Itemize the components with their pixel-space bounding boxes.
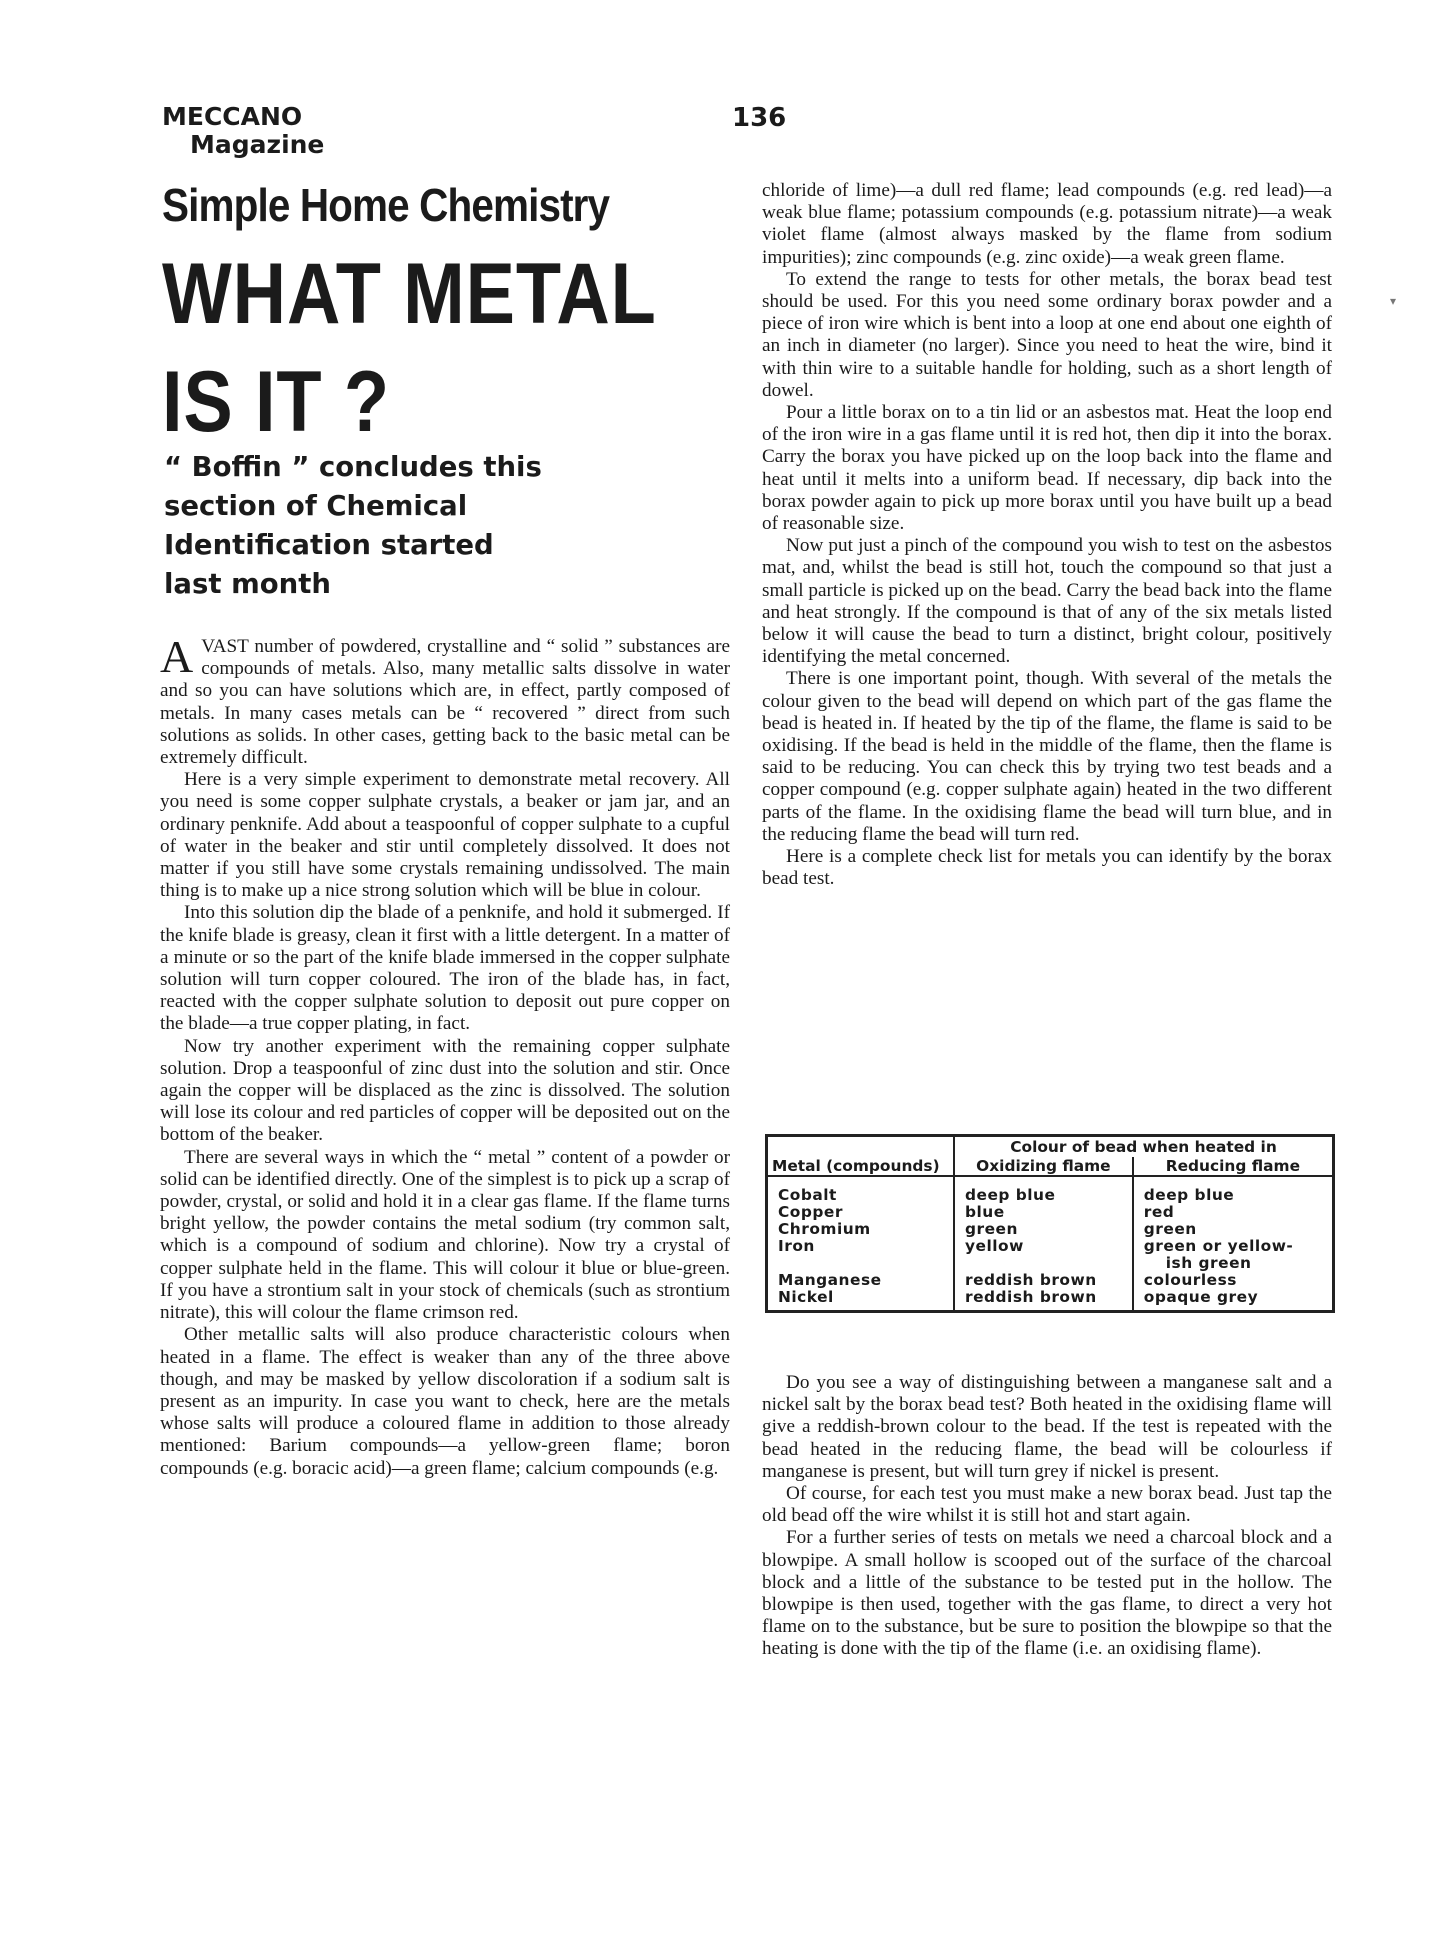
reducing-cell: green or yellow-: [1143, 1237, 1294, 1255]
paragraph: There is one important point, though. With several of the metals the colour given to the bead will depend on which part of the gas flame the bead is heated in. If heated by the tip of the flame, the flame is said to be oxidising. If the bead is held in the middle of the flame, then the flame is said to be reducing. You can check this by trying two test beads and a copper compound (e.g. copper sulphate again) heated in the two different parts of the flame. In the oxidising flame the bead will turn blue, and in the reducing flame the bead will turn red.: [762, 668, 1332, 845]
paragraph: Pour a little borax on to a tin lid or an asbestos mat. Heat the loop end of the iron wire in a gas flame until it is red hot, then dip it into the borax. Carry the borax you have picked up on the loop back into the flame and heat until it melts into a uniform bead. If necessary, dip back into the borax powder again to pick up more borax until you have built up a bead of reasonable size.: [762, 402, 1332, 535]
metal-cell: Cobalt: [778, 1186, 837, 1204]
oxidizing-cell: [965, 1255, 1128, 1272]
reducing-column: [1133, 1176, 1332, 1310]
paragraph-text: VAST number of powdered, crystalline and “ solid ” substances are compounds of metals. Also, many metallic salts dissolve in water and so you can have solutions which are, in effect, partly composed of metals. In many cases metals can be “ recovered ” direct from such solutions as solids. In other cases, getting back to the basic metal can be extremely difficult.: [160, 636, 730, 769]
metal-cell: Copper: [778, 1203, 843, 1221]
paragraph: Here is a complete check list for metals you can identify by the borax bead test.: [762, 846, 1332, 890]
borax-bead-table: [765, 1134, 1335, 1313]
paragraph: [160, 631, 730, 769]
masthead: [162, 103, 324, 159]
header-colour-span: Colour of bead when heated in: [1010, 1138, 1277, 1156]
reducing-cell: opaque grey: [1143, 1288, 1259, 1306]
reducing-cell: green: [1143, 1220, 1197, 1238]
paragraph: Now try another experiment with the remaining copper sulphate solution. Drop a teaspoonful of zinc dust into the solution and stir. Once again the copper will be displaced as the zinc is dissolved. The solution will lose its colour and red particles of copper will be deposited out on the bottom of the beaker.: [160, 1035, 730, 1146]
left-column: [160, 631, 730, 1480]
reducing-cell: deep blue: [1143, 1186, 1235, 1204]
paragraph: For a further series of tests on metals we need a charcoal block and a blowpipe. A small hollow is scooped out of the surface of the charcoal block and a little of the substance to be tested put in the hollow. The blowpipe is then used, together with the gas flame, to direct a very hot flame on to the substance, but be sure to position the blowpipe so that the heating is done with the tip of the flame (i.e. an oxidising flame).: [762, 1527, 1332, 1660]
paragraph: Into this solution dip the blade of a penknife, and hold it submerged. If the knife blade is greasy, clean it first with a little detergent. In a matter of a minute or so the part of the knife blade immersed in the copper sulphate solution will turn copper coloured. The iron of the blade has, in fact, reacted with the copper sulphate solution to deposit out pure copper on the blade—a true copper plating, in fact.: [160, 902, 730, 1035]
headline-line-2: IS IT ?: [162, 354, 390, 450]
oxidizing-cell: deep blue: [965, 1186, 1056, 1204]
oxidizing-cell: reddish brown: [965, 1271, 1097, 1289]
metal-cell: Iron: [778, 1237, 815, 1255]
paragraph: Now put just a pinch of the compound you wish to test on the asbestos mat, and, whilst the bead is still hot, touch the compound so that just a small particle is picked up on the bead. Carry the bead back into the flame and heat strongly. If the compound is that of any of the six metals listed below it will cause the bead to turn a distinct, bright colour, positively identifying the metal concerned.: [762, 535, 1332, 668]
oxidizing-cell: green: [965, 1220, 1018, 1238]
paragraph: To extend the range to tests for other metals, the borax bead test should be used. For this you need some ordinary borax powder and a piece of iron wire which is bent into a loop at one end about one eighth of an inch in diameter (no larger). Since you need to heat the wire, bind it with thin wire to a suitable handle for holding, such as a short length of dowel.: [762, 268, 1332, 401]
paragraph: Of course, for each test you must make a new borax bead. Just tap the old bead off the wire whilst it is still hot and start again.: [762, 1483, 1332, 1527]
oxidizing-cell: blue: [965, 1203, 1005, 1221]
metal-column: [768, 1176, 954, 1310]
oxidizing-cell: reddish brown: [965, 1288, 1097, 1306]
reducing-cell: colourless: [1143, 1271, 1237, 1289]
masthead-title: MECCANO: [162, 102, 303, 131]
oxidizing-cell: yellow: [965, 1237, 1024, 1255]
metal-cell: Nickel: [778, 1288, 834, 1306]
reducing-cell: red: [1143, 1203, 1175, 1221]
paragraph: There are several ways in which the “ metal ” content of a powder or solid can be identified directly. One of the simplest is to pick up a scrap of powder, crystal, or solid and hold it in a clear gas flame. If the flame turns bright yellow, the powder contains the metal sodium (try common salt, which is a compound of sodium and chlorine). Now try a crystal of copper sulphate held in the flame. This will colour it blue or blue-green. If you have a strontium salt in your stock of chemicals (such as strontium nitrate), this will colour the flame crimson red.: [160, 1146, 730, 1324]
drop-cap: A: [160, 631, 194, 682]
header-reducing: Reducing flame: [1133, 1157, 1332, 1176]
page-number: 136: [732, 103, 787, 133]
paragraph: Do you see a way of distinguishing between a manganese salt and a nickel salt by the borax bead test? Both heated in the oxidising flame will give a reddish-brown colour to the bead. If the test is repeated with the bead heated in the reducing flame, the bead will be colourless if manganese is present, but will turn grey if nickel is present.: [762, 1372, 1332, 1482]
right-column: [762, 180, 1332, 891]
print-mark: ▾: [1390, 294, 1397, 308]
header-metal: Metal (compounds): [768, 1137, 954, 1176]
metal-cell: [778, 1255, 949, 1272]
paragraph: Here is a very simple experiment to demonstrate metal recovery. All you need is some copper sulphate crystals, a beaker or jam jar, and an ordinary penknife. Add about a teaspoonful of copper sulphate to a cupful of water in the beaker and stir until completely dissolved. It does not matter if you still have some crystals remaining undissolved. The main thing is to make up a nice strong solution which will be blue in colour.: [160, 769, 730, 902]
oxidizing-column: [954, 1176, 1133, 1310]
paragraph: chloride of lime)—a dull red flame; lead compounds (e.g. red lead)—a weak blue flame; potassium compounds (e.g. potassium nitrate)—a weak violet flame (almost always masked by the flame from sodium impurities); zinc compounds (e.g. zinc oxide)—a weak green flame.: [762, 180, 1332, 268]
reducing-cell: ish green: [1165, 1254, 1252, 1272]
paragraph: Other metallic salts will also produce characteristic colours when heated in a flame. The effect is weaker than any of the three above though, and may be masked by yellow discoloration if a sodium salt is present as an impurity. In case you want to check, here are the metals whose salts will produce a coloured flame in addition to those already mentioned: Barium compounds—a yellow-green flame; boron compounds (e.g. boracic acid)—a green flame; calcium compounds (e.g.: [160, 1324, 730, 1479]
headline-line-1: WHAT METAL: [162, 246, 657, 342]
metal-cell: Chromium: [778, 1220, 871, 1238]
article-kicker: Simple Home Chemistry: [162, 179, 610, 231]
article-headline: [162, 240, 657, 456]
header-oxidizing: Oxidizing flame: [954, 1157, 1133, 1176]
metal-cell: Manganese: [778, 1271, 882, 1289]
masthead-subtitle: Magazine: [190, 130, 325, 159]
right-column-lower: [762, 1372, 1332, 1661]
article-standfirst: “ Boffin ” concludes this section of Chemical Identification started last month: [164, 451, 542, 600]
